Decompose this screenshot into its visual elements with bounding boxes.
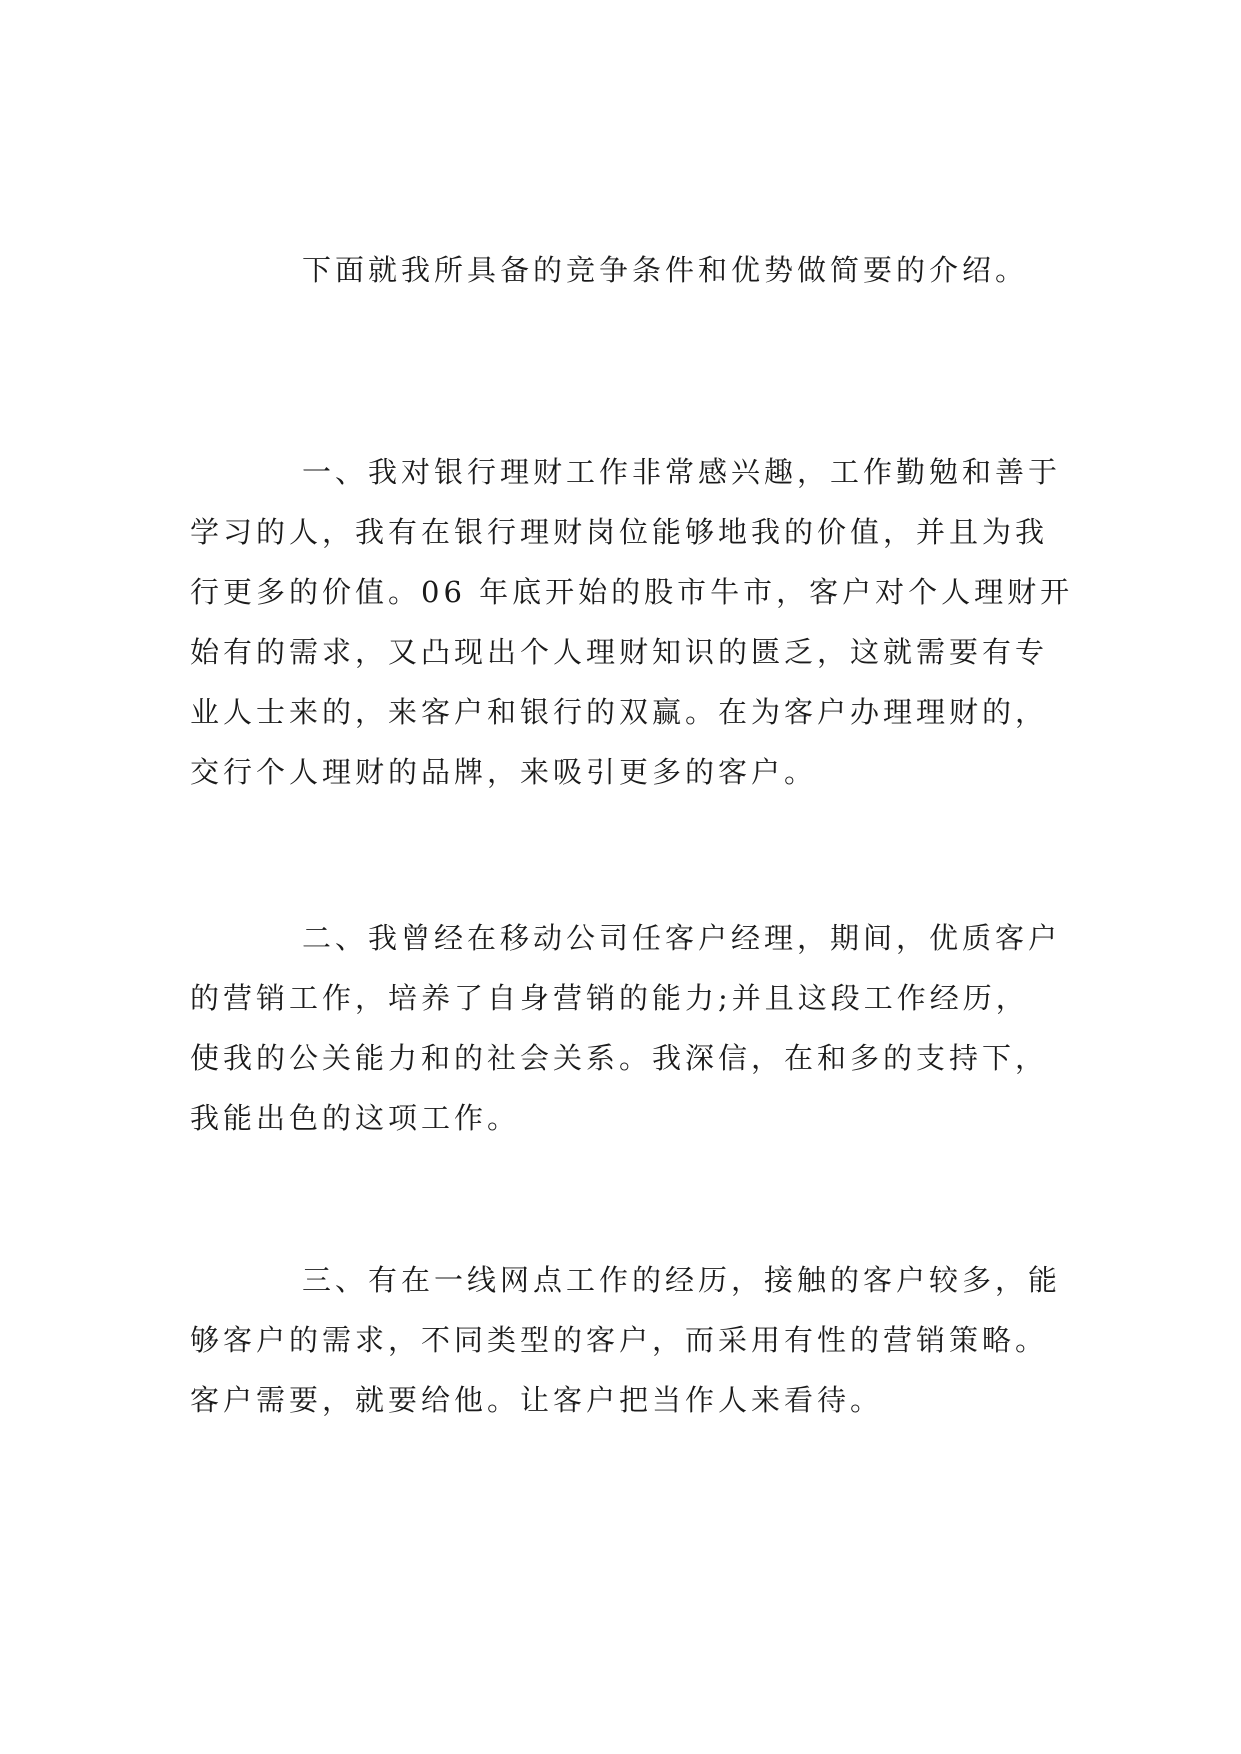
paragraph-line: 交行个人理财的品牌，来吸引更多的客户。 [190,755,818,789]
paragraph-line: 一、我对银行理财工作非常感兴趣，工作勤勉和善于 [302,455,1062,489]
paragraph-line: 客户需要，就要给他。让客户把当作人来看待。 [190,1383,884,1417]
paragraph-line: 三、有在一线网点工作的经历，接触的客户较多，能 [302,1263,1062,1297]
paragraph-line: 始有的需求，又凸现出个人理财知识的匮乏，这就需要有专 [190,635,1049,669]
paragraph-line: 的营销工作，培养了自身营销的能力;并且这段工作经历， [190,981,1029,1015]
section-2-paragraph [190,908,1061,1148]
paragraph-line: 我能出色的这项工作。 [190,1101,521,1135]
paragraph-line: 学习的人，我有在银行理财岗位能够地我的价值，并且为我 [190,515,1049,549]
paragraph-line: 二、我曾经在移动公司任客户经理，期间，优质客户 [302,921,1062,955]
section-1-paragraph [190,442,1073,802]
intro-paragraph [190,240,1028,300]
paragraph-line: 业人士来的，来客户和银行的双赢。在为客户办理理财的， [190,695,1049,729]
section-3-paragraph [190,1250,1061,1430]
paragraph-line: 够客户的需求，不同类型的客户，而采用有性的营销策略。 [190,1323,1049,1357]
paragraph-line: 行更多的价值。06 年底开始的股市牛市，客户对个人理财开 [190,575,1074,609]
paragraph-line: 下面就我所具备的竞争条件和优势做简要的介绍。 [302,253,1029,287]
paragraph-line: 使我的公关能力和的社会关系。我深信，在和多的支持下， [190,1041,1049,1075]
